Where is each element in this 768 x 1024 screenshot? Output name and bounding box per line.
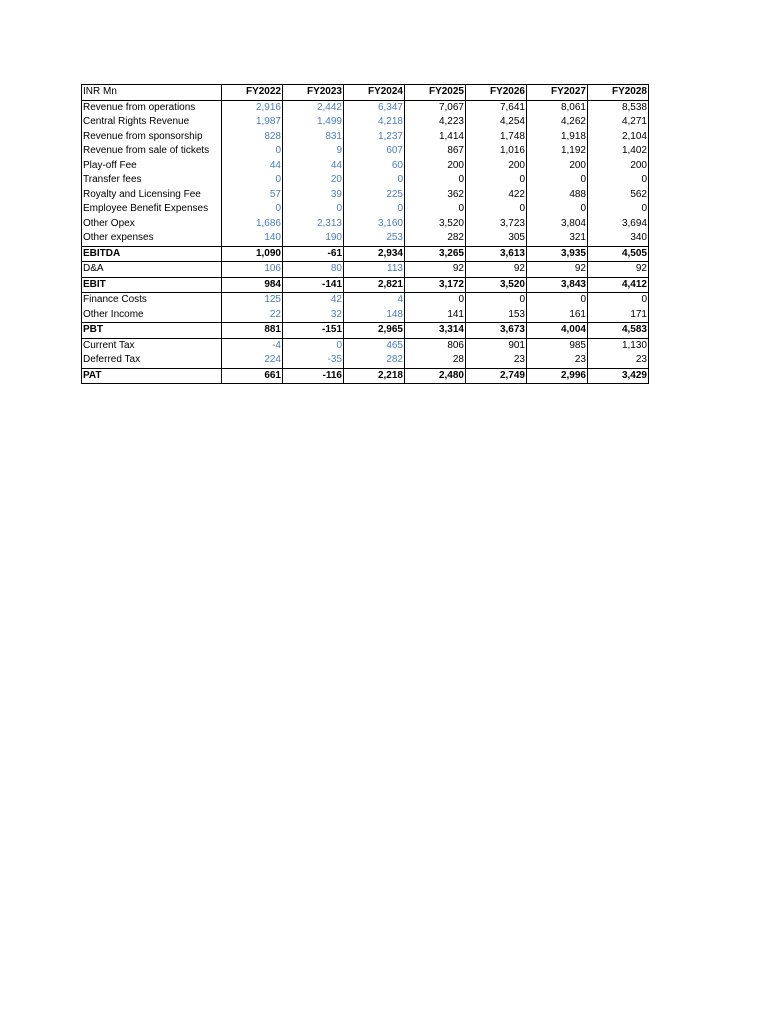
cell-value: 1,499 xyxy=(283,115,344,130)
table-row xyxy=(82,173,649,188)
cell-value: 282 xyxy=(344,353,405,368)
cell-value: 2,916 xyxy=(222,100,283,115)
cell-value: 4,583 xyxy=(588,323,649,339)
cell-value: -35 xyxy=(283,353,344,368)
year-header: FY2025 xyxy=(405,85,466,101)
cell-value: 7,641 xyxy=(466,100,527,115)
cell-value: 57 xyxy=(222,188,283,203)
row-label: Current Tax xyxy=(82,338,222,353)
cell-value: 92 xyxy=(588,262,649,278)
cell-value: 44 xyxy=(222,159,283,174)
cell-value: 80 xyxy=(283,262,344,278)
cell-value: 2,934 xyxy=(344,246,405,262)
cell-value: 20 xyxy=(283,173,344,188)
cell-value: 4,254 xyxy=(466,115,527,130)
cell-value: 190 xyxy=(283,231,344,246)
cell-value: 607 xyxy=(344,144,405,159)
row-label: Revenue from operations xyxy=(82,100,222,115)
cell-value: 0 xyxy=(405,173,466,188)
cell-value: 200 xyxy=(527,159,588,174)
cell-value: 3,935 xyxy=(527,246,588,262)
table-row xyxy=(82,368,649,384)
table-row xyxy=(82,217,649,232)
cell-value: 4,271 xyxy=(588,115,649,130)
cell-value: 3,613 xyxy=(466,246,527,262)
cell-value: 113 xyxy=(344,262,405,278)
cell-value: 4,262 xyxy=(527,115,588,130)
cell-value: 881 xyxy=(222,323,283,339)
cell-value: 200 xyxy=(466,159,527,174)
cell-value: 225 xyxy=(344,188,405,203)
cell-value: -151 xyxy=(283,323,344,339)
cell-value: 0 xyxy=(527,293,588,308)
cell-value: 2,218 xyxy=(344,368,405,384)
cell-value: 3,160 xyxy=(344,217,405,232)
table-row xyxy=(82,277,649,293)
row-label: PAT xyxy=(82,368,222,384)
cell-value: 1,130 xyxy=(588,338,649,353)
cell-value: 3,694 xyxy=(588,217,649,232)
table-row xyxy=(82,130,649,145)
cell-value: 161 xyxy=(527,308,588,323)
cell-value: 1,402 xyxy=(588,144,649,159)
year-header: FY2023 xyxy=(283,85,344,101)
row-label: Royalty and Licensing Fee xyxy=(82,188,222,203)
cell-value: 200 xyxy=(588,159,649,174)
cell-value: 9 xyxy=(283,144,344,159)
cell-value: 984 xyxy=(222,277,283,293)
cell-value: 92 xyxy=(527,262,588,278)
row-label: EBITDA xyxy=(82,246,222,262)
cell-value: 4,412 xyxy=(588,277,649,293)
cell-value: 1,237 xyxy=(344,130,405,145)
cell-value: 3,314 xyxy=(405,323,466,339)
cell-value: -4 xyxy=(222,338,283,353)
table-row xyxy=(82,202,649,217)
cell-value: 901 xyxy=(466,338,527,353)
cell-value: 0 xyxy=(222,202,283,217)
cell-value: 224 xyxy=(222,353,283,368)
cell-value: 253 xyxy=(344,231,405,246)
cell-value: 1,987 xyxy=(222,115,283,130)
header-row xyxy=(82,85,649,101)
cell-value: 867 xyxy=(405,144,466,159)
table-body xyxy=(82,100,649,384)
cell-value: 8,061 xyxy=(527,100,588,115)
row-label: PBT xyxy=(82,323,222,339)
cell-value: 3,804 xyxy=(527,217,588,232)
cell-value: 171 xyxy=(588,308,649,323)
cell-value: 0 xyxy=(344,202,405,217)
cell-value: 4,218 xyxy=(344,115,405,130)
cell-value: 2,996 xyxy=(527,368,588,384)
cell-value: 1,748 xyxy=(466,130,527,145)
cell-value: 4,223 xyxy=(405,115,466,130)
cell-value: 125 xyxy=(222,293,283,308)
cell-value: 1,090 xyxy=(222,246,283,262)
row-label: Other Opex xyxy=(82,217,222,232)
row-label: Revenue from sponsorship xyxy=(82,130,222,145)
cell-value: 828 xyxy=(222,130,283,145)
year-header: FY2027 xyxy=(527,85,588,101)
year-header: FY2026 xyxy=(466,85,527,101)
cell-value: 3,265 xyxy=(405,246,466,262)
cell-value: 0 xyxy=(405,202,466,217)
cell-value: 2,313 xyxy=(283,217,344,232)
row-label: Revenue from sale of tickets xyxy=(82,144,222,159)
cell-value: 141 xyxy=(405,308,466,323)
cell-value: 488 xyxy=(527,188,588,203)
row-label: Play-off Fee xyxy=(82,159,222,174)
row-label: D&A xyxy=(82,262,222,278)
table-row xyxy=(82,159,649,174)
table-row xyxy=(82,100,649,115)
year-header: FY2022 xyxy=(222,85,283,101)
table-row xyxy=(82,353,649,368)
cell-value: 305 xyxy=(466,231,527,246)
cell-value: 39 xyxy=(283,188,344,203)
cell-value: 0 xyxy=(283,338,344,353)
cell-value: 28 xyxy=(405,353,466,368)
cell-value: 0 xyxy=(466,173,527,188)
cell-value: 44 xyxy=(283,159,344,174)
cell-value: 0 xyxy=(222,144,283,159)
cell-value: 1,414 xyxy=(405,130,466,145)
cell-value: 92 xyxy=(405,262,466,278)
cell-value: 23 xyxy=(588,353,649,368)
cell-value: 2,480 xyxy=(405,368,466,384)
cell-value: 562 xyxy=(588,188,649,203)
cell-value: 0 xyxy=(405,293,466,308)
cell-value: 2,749 xyxy=(466,368,527,384)
cell-value: 0 xyxy=(222,173,283,188)
cell-value: 0 xyxy=(344,173,405,188)
year-header: FY2024 xyxy=(344,85,405,101)
row-label: Employee Benefit Expenses xyxy=(82,202,222,217)
cell-value: 2,104 xyxy=(588,130,649,145)
table-row xyxy=(82,293,649,308)
table-row xyxy=(82,338,649,353)
cell-value: -116 xyxy=(283,368,344,384)
table-row xyxy=(82,115,649,130)
unit-label: INR Mn xyxy=(82,85,222,101)
row-label: Finance Costs xyxy=(82,293,222,308)
cell-value: 6,347 xyxy=(344,100,405,115)
cell-value: 32 xyxy=(283,308,344,323)
cell-value: 1,016 xyxy=(466,144,527,159)
cell-value: 0 xyxy=(527,173,588,188)
cell-value: 148 xyxy=(344,308,405,323)
table-row xyxy=(82,188,649,203)
cell-value: 985 xyxy=(527,338,588,353)
cell-value: 3,723 xyxy=(466,217,527,232)
cell-value: 0 xyxy=(588,293,649,308)
cell-value: 0 xyxy=(283,202,344,217)
cell-value: 2,442 xyxy=(283,100,344,115)
row-label: Other expenses xyxy=(82,231,222,246)
cell-value: 0 xyxy=(466,202,527,217)
row-label: Central Rights Revenue xyxy=(82,115,222,130)
cell-value: 422 xyxy=(466,188,527,203)
cell-value: 3,172 xyxy=(405,277,466,293)
cell-value: 806 xyxy=(405,338,466,353)
cell-value: 4 xyxy=(344,293,405,308)
income-statement-table xyxy=(81,84,649,384)
cell-value: 92 xyxy=(466,262,527,278)
cell-value: 140 xyxy=(222,231,283,246)
cell-value: 8,538 xyxy=(588,100,649,115)
table-row xyxy=(82,231,649,246)
cell-value: 0 xyxy=(527,202,588,217)
cell-value: 4,505 xyxy=(588,246,649,262)
cell-value: 831 xyxy=(283,130,344,145)
cell-value: 23 xyxy=(466,353,527,368)
cell-value: 3,520 xyxy=(466,277,527,293)
cell-value: 465 xyxy=(344,338,405,353)
cell-value: 0 xyxy=(466,293,527,308)
cell-value: 60 xyxy=(344,159,405,174)
cell-value: 0 xyxy=(588,173,649,188)
cell-value: 2,965 xyxy=(344,323,405,339)
cell-value: 7,067 xyxy=(405,100,466,115)
cell-value: 3,843 xyxy=(527,277,588,293)
cell-value: -61 xyxy=(283,246,344,262)
cell-value: 1,918 xyxy=(527,130,588,145)
cell-value: 362 xyxy=(405,188,466,203)
cell-value: 1,686 xyxy=(222,217,283,232)
cell-value: 106 xyxy=(222,262,283,278)
cell-value: -141 xyxy=(283,277,344,293)
table-row xyxy=(82,144,649,159)
cell-value: 2,821 xyxy=(344,277,405,293)
table-row xyxy=(82,262,649,278)
cell-value: 321 xyxy=(527,231,588,246)
cell-value: 23 xyxy=(527,353,588,368)
cell-value: 0 xyxy=(588,202,649,217)
row-label: Other Income xyxy=(82,308,222,323)
cell-value: 200 xyxy=(405,159,466,174)
cell-value: 42 xyxy=(283,293,344,308)
cell-value: 282 xyxy=(405,231,466,246)
cell-value: 22 xyxy=(222,308,283,323)
table-row xyxy=(82,246,649,262)
year-header: FY2028 xyxy=(588,85,649,101)
cell-value: 3,429 xyxy=(588,368,649,384)
cell-value: 3,520 xyxy=(405,217,466,232)
cell-value: 340 xyxy=(588,231,649,246)
cell-value: 1,192 xyxy=(527,144,588,159)
row-label: EBIT xyxy=(82,277,222,293)
table-row xyxy=(82,323,649,339)
table-row xyxy=(82,308,649,323)
cell-value: 3,673 xyxy=(466,323,527,339)
cell-value: 661 xyxy=(222,368,283,384)
row-label: Transfer fees xyxy=(82,173,222,188)
cell-value: 153 xyxy=(466,308,527,323)
cell-value: 4,004 xyxy=(527,323,588,339)
row-label: Deferred Tax xyxy=(82,353,222,368)
